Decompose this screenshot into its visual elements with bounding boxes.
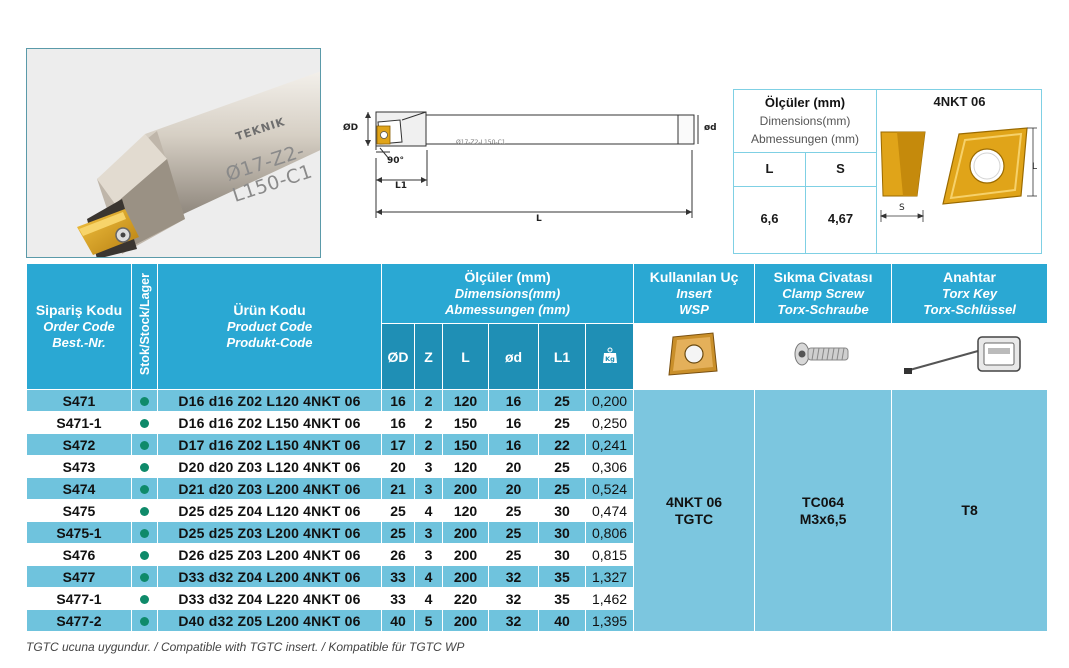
cell-z: 4 (415, 588, 443, 610)
merged-clamp-screw-line-2: M3x6,5 (799, 510, 847, 527)
stock-indicator (132, 522, 158, 544)
insert-thumbnail-icon (659, 329, 729, 379)
in-stock-dot-icon (140, 617, 149, 626)
dim-label-D: ØD (343, 123, 359, 133)
cell-d: 25 (382, 500, 415, 522)
subheader-D: ØD (382, 324, 415, 390)
header-product-code: Ürün Kodu Product Code Produkt-Code (158, 264, 382, 390)
cell-z: 3 (415, 544, 443, 566)
subheader-L: L (443, 324, 489, 390)
cell-l: 200 (443, 610, 489, 632)
cell-order: S477 (27, 566, 132, 588)
torx-key-thumbnail-icon (900, 329, 1040, 379)
cell-order: S477-1 (27, 588, 132, 610)
in-stock-dot-icon (140, 529, 149, 538)
merged-clamp-screw (755, 390, 892, 632)
insert-figure (877, 114, 1042, 252)
header-stock: Stok/Stock/Lager (132, 264, 158, 390)
cell-d: 20 (489, 456, 539, 478)
cell-l1: 30 (539, 500, 586, 522)
cell-product: D17 d16 Z02 L150 4NKT 06 (158, 434, 382, 456)
cell-d: 26 (382, 544, 415, 566)
cell-l1: 25 (539, 412, 586, 434)
cell-product: D25 d25 Z03 L200 4NKT 06 (158, 522, 382, 544)
in-stock-dot-icon (140, 595, 149, 604)
cell-l1: 40 (539, 610, 586, 632)
cell-l: 200 (443, 478, 489, 500)
insert-name: 4NKT 06 (933, 94, 986, 109)
dim-label-L1: L1 (395, 181, 407, 191)
cell-order: S472 (27, 434, 132, 456)
header-insert: Kullanılan Uç Insert WSP (634, 264, 755, 324)
cell-kg: 0,474 (586, 500, 634, 522)
cell-l: 150 (443, 412, 489, 434)
in-stock-dot-icon (140, 441, 149, 450)
cell-l1: 25 (539, 456, 586, 478)
cell-l1: 25 (539, 478, 586, 500)
cell-z: 3 (415, 456, 443, 478)
cell-d: 25 (489, 522, 539, 544)
insert-val-S: 4,67 (827, 211, 854, 226)
cell-l: 200 (443, 566, 489, 588)
cell-l: 120 (443, 456, 489, 478)
stock-indicator (132, 588, 158, 610)
header-dimensions: Ölçüler (mm) Dimensions(mm) Abmessungen (mm) (382, 264, 634, 324)
cell-kg: 0,241 (586, 434, 634, 456)
cell-d: 17 (382, 434, 415, 456)
dim-label-L: L (536, 214, 542, 224)
cell-product: D25 d25 Z04 L120 4NKT 06 (158, 500, 382, 522)
header-order-code: Sipariş Kodu Order Code Best.-Nr. (27, 264, 132, 390)
table-row (27, 390, 1048, 412)
merged-insert-line-2: TGTC (675, 510, 714, 527)
cell-d: 25 (382, 522, 415, 544)
cell-d: 16 (489, 412, 539, 434)
cell-d: 16 (382, 390, 415, 412)
stock-indicator (132, 500, 158, 522)
stock-indicator (132, 412, 158, 434)
stock-indicator (132, 544, 158, 566)
cell-kg: 0,815 (586, 544, 634, 566)
cell-kg: 0,200 (586, 390, 634, 412)
cell-order: S476 (27, 544, 132, 566)
stock-indicator (132, 434, 158, 456)
insert-val-L: 6,6 (760, 211, 779, 226)
cell-z: 4 (415, 566, 443, 588)
cell-d: 25 (489, 500, 539, 522)
cell-z: 3 (415, 522, 443, 544)
cell-order: S471-1 (27, 412, 132, 434)
weight-kg-icon (602, 347, 618, 364)
stock-indicator (132, 610, 158, 632)
technical-drawing (338, 90, 728, 230)
in-stock-dot-icon (140, 485, 149, 494)
cell-l1: 25 (539, 390, 586, 412)
photo-brand-engraving: TEKNIK (234, 115, 287, 144)
in-stock-dot-icon (140, 551, 149, 560)
stock-indicator (132, 456, 158, 478)
dim-label-angle: 90° (387, 156, 405, 166)
cell-l1: 35 (539, 566, 586, 588)
in-stock-dot-icon (140, 419, 149, 428)
cell-product: D33 d32 Z04 L200 4NKT 06 (158, 566, 382, 588)
in-stock-dot-icon (140, 463, 149, 472)
cell-kg: 1,395 (586, 610, 634, 632)
subheader-weight (586, 324, 634, 390)
subheader-d: ød (489, 324, 539, 390)
cell-kg: 0,306 (586, 456, 634, 478)
cell-z: 2 (415, 412, 443, 434)
cell-d: 33 (382, 566, 415, 588)
in-stock-dot-icon (140, 507, 149, 516)
cell-d: 20 (382, 456, 415, 478)
cell-l: 200 (443, 522, 489, 544)
merged-insert-line-1: 4NKT 06 (666, 493, 723, 510)
stock-indicator (132, 478, 158, 500)
cell-product: D21 d20 Z03 L200 4NKT 06 (158, 478, 382, 500)
header-clamp-screw: Sıkma Civatası Clamp Screw Torx-Schraube (755, 264, 892, 324)
insert-image (634, 324, 755, 390)
cell-product: D33 d32 Z04 L220 4NKT 06 (158, 588, 382, 610)
cell-d: 32 (489, 610, 539, 632)
cell-kg: 0,806 (586, 522, 634, 544)
header-torx-key: Anahtar Torx Key Torx-Schlüssel (892, 264, 1048, 324)
insert-col-L: L (765, 161, 774, 176)
merged-clamp-screw-line-1: TC064 (802, 493, 845, 510)
cell-d: 20 (489, 478, 539, 500)
cell-order: S474 (27, 478, 132, 500)
cell-l: 120 (443, 500, 489, 522)
cell-d: 16 (489, 390, 539, 412)
cell-product: D16 d16 Z02 L120 4NKT 06 (158, 390, 382, 412)
cell-l: 120 (443, 390, 489, 412)
product-table (26, 263, 1048, 632)
cell-order: S477-2 (27, 610, 132, 632)
cell-order: S473 (27, 456, 132, 478)
cell-d: 25 (489, 544, 539, 566)
cell-l1: 30 (539, 544, 586, 566)
insert-fig-L: L (1032, 162, 1038, 172)
cell-d: 21 (382, 478, 415, 500)
merged-torx-key (892, 390, 1048, 632)
dim-label-d: ød (704, 123, 717, 133)
cell-order: S471 (27, 390, 132, 412)
key-image (892, 324, 1048, 390)
cell-d: 32 (489, 566, 539, 588)
cell-l: 220 (443, 588, 489, 610)
in-stock-dot-icon (140, 573, 149, 582)
cell-product: D40 d32 Z05 L200 4NKT 06 (158, 610, 382, 632)
photo-code-engraving: Ø17-Z2-L150-C1 (223, 139, 316, 207)
footnote: TGTC ucuna uygundur. / Compatible with TGTC insert. / Kompatible für TGTC WP (26, 640, 465, 654)
subheader-L1: L1 (539, 324, 586, 390)
cell-z: 4 (415, 500, 443, 522)
cell-l1: 35 (539, 588, 586, 610)
cell-product: D20 d20 Z03 L120 4NKT 06 (158, 456, 382, 478)
stock-indicator (132, 390, 158, 412)
cell-l: 200 (443, 544, 489, 566)
insert-dimension-box (733, 89, 1042, 254)
cell-kg: 1,327 (586, 566, 634, 588)
drawing-shank-engraving: Ø17-Z2-L150-C1 (456, 139, 506, 146)
svg-text:Kg: Kg (604, 354, 615, 363)
cell-kg: 0,524 (586, 478, 634, 500)
cell-l: 150 (443, 434, 489, 456)
cell-z: 2 (415, 434, 443, 456)
subheader-Z: Z (415, 324, 443, 390)
cell-d: 32 (489, 588, 539, 610)
screw-image (755, 324, 892, 390)
cell-d: 16 (382, 412, 415, 434)
insert-fig-S: S (899, 203, 905, 213)
screw-thumbnail-icon (788, 334, 858, 374)
cell-d: 16 (489, 434, 539, 456)
cell-product: D26 d25 Z03 L200 4NKT 06 (158, 544, 382, 566)
cell-d: 33 (382, 588, 415, 610)
cell-l1: 22 (539, 434, 586, 456)
cell-z: 3 (415, 478, 443, 500)
cell-product: D16 d16 Z02 L150 4NKT 06 (158, 412, 382, 434)
cell-kg: 1,462 (586, 588, 634, 610)
cell-order: S475 (27, 500, 132, 522)
stock-indicator (132, 566, 158, 588)
product-photo (26, 48, 321, 258)
cell-d: 40 (382, 610, 415, 632)
cell-l1: 30 (539, 522, 586, 544)
in-stock-dot-icon (140, 397, 149, 406)
cell-kg: 0,250 (586, 412, 634, 434)
cell-order: S475-1 (27, 522, 132, 544)
cell-z: 2 (415, 390, 443, 412)
merged-insert (634, 390, 755, 632)
merged-torx-key-line-1: T8 (961, 502, 978, 518)
cell-z: 5 (415, 610, 443, 632)
insert-dims-title: Ölçüler (mm) Dimensions(mm) Abmessungen (mm) (750, 95, 860, 146)
insert-col-S: S (836, 161, 845, 176)
